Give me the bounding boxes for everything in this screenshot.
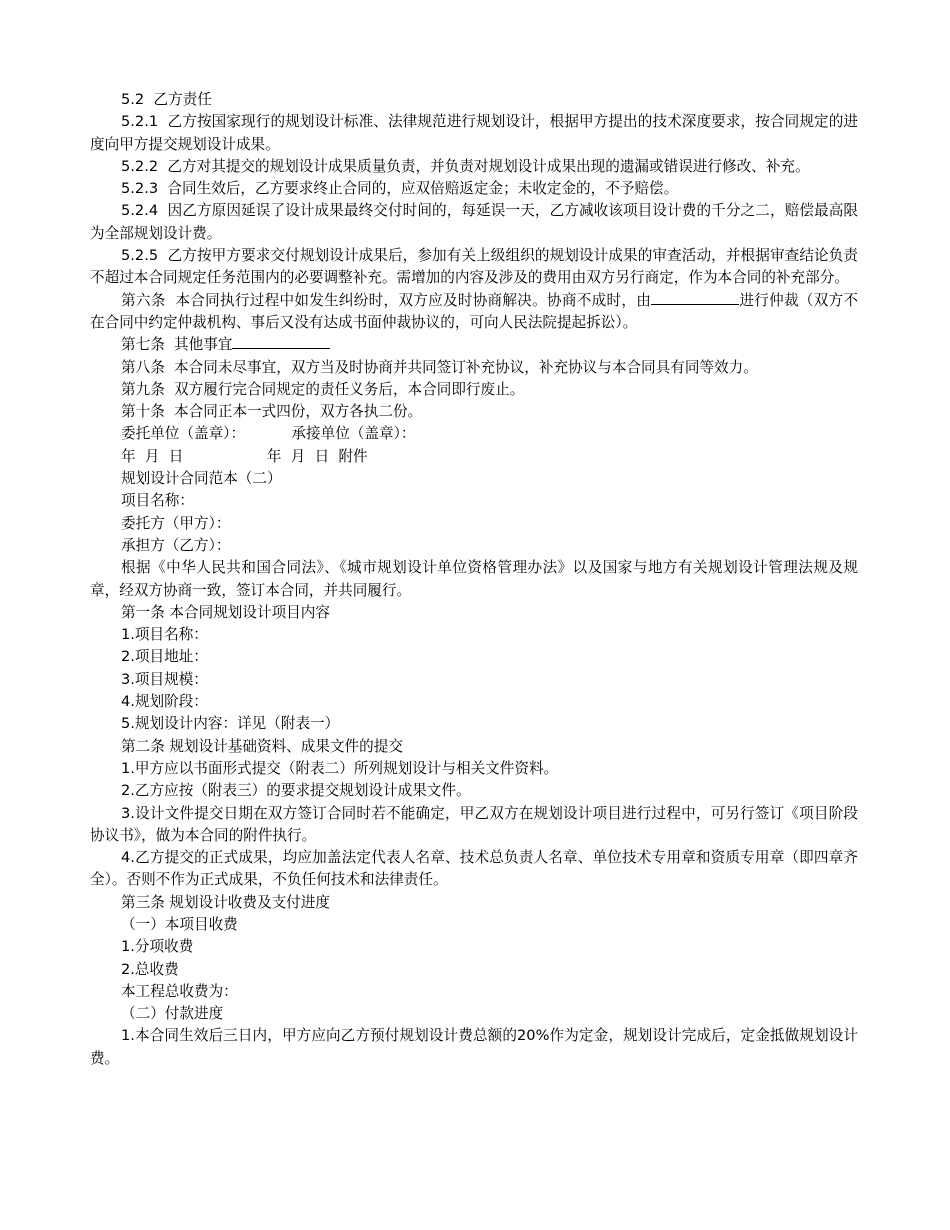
article-3-heading: 第三条 规划设计收费及支付进度 bbox=[121, 893, 330, 911]
preamble: 根据《中华人民共和国合同法》、《城市规划设计单位资格管理办法》以及国家与地方有关规划设计管理法规及规章，经双方协商一致，签订本合同，并共同履行。 bbox=[90, 559, 858, 599]
fee-section-1: （一）本项目收费 bbox=[121, 915, 238, 933]
clause-5-2-heading: 5.2 乙方责任 bbox=[121, 91, 212, 108]
total-fee-label: 本工程总收费为： bbox=[121, 982, 238, 1000]
item-planning-stage: 4.规划阶段： bbox=[121, 693, 208, 711]
article-7 bbox=[90, 334, 858, 356]
clause-5-2-2: 5.2.2 乙方对其提交的规划设计成果质量负责，并负责对规划设计成果出现的遗漏或错误进行修改、补充。 bbox=[121, 157, 810, 175]
article-6-text-before: 第六条 本合同执行过程中如发生纠纷时，双方应及时协商解决。协商不成时，由 bbox=[121, 291, 652, 309]
payment-item-1: 1.本合同生效后三日内，甲方应向乙方预付规划设计费总额的20%作为定金，规划设计完成后，定金抵做规划设计费。 bbox=[90, 1027, 858, 1067]
template-2-title: 规划设计合同范本（二） bbox=[121, 470, 282, 488]
article-2-item-4: 4.乙方提交的正式成果，均应加盖法定代表人名章、技术总负责人名章、单位技术专用章和资质专用章（即四章齐全）。否则不作为正式成果，不负任何技术和法律责任。 bbox=[90, 849, 858, 889]
clause-5-2-4: 5.2.4 因乙方原因延误了设计成果最终交付时间的，每延误一天，乙方减收该项目设计费的千分之二，赔偿最高限为全部规划设计费。 bbox=[90, 202, 858, 242]
other-matters-blank bbox=[232, 334, 330, 349]
article-2-item-1: 1.甲方应以书面形式提交（附表二）所列规划设计与相关文件资料。 bbox=[121, 759, 559, 777]
payment-section-2: （二）付款进度 bbox=[121, 1005, 224, 1023]
item-project-name: 1.项目名称： bbox=[121, 626, 208, 644]
signature-dates: 年 月 日 年 月 日 附件 bbox=[121, 447, 368, 465]
arbitration-blank bbox=[651, 290, 739, 305]
article-6 bbox=[90, 290, 858, 335]
signature-units: 委托单位（盖章）： 承接单位（盖章）： bbox=[121, 425, 416, 443]
item-project-scale: 3.项目规模： bbox=[121, 670, 208, 688]
fee-item-1: 1.分项收费 bbox=[121, 938, 194, 956]
clause-5-2-3: 5.2.3 合同生效后，乙方要求终止合同的，应双倍赔返定金；未收定金的，不予赔偿。 bbox=[121, 180, 679, 198]
party-b-label: 承担方（乙方）： bbox=[121, 536, 231, 554]
article-6-text-after: 进行仲裁（双方不在合同中约定仲裁机构、事后又没有达成书面仲裁协议的，可向人民法院提起拆讼）。 bbox=[90, 291, 858, 331]
item-project-address: 2.项目地址： bbox=[121, 648, 208, 666]
item-design-content: 5.规划设计内容：详见（附表一） bbox=[121, 715, 340, 733]
project-name-label: 项目名称： bbox=[121, 492, 194, 510]
article-7-text: 第七条 其他事宜 bbox=[121, 336, 233, 354]
article-9: 第九条 双方履行完合同规定的责任义务后，本合同即行废止。 bbox=[121, 380, 525, 398]
document-body bbox=[90, 89, 858, 1070]
clause-5-2-5: 5.2.5 乙方按甲方要求交付规划设计成果后，参加有关上级组织的规划设计成果的审查活动，并根据审查结论负责不超过本合同规定任务范围内的必要调整补充。需增加的内容及涉及的费用由双方另行商定，作为本合同的补充部分。 bbox=[90, 247, 858, 287]
clause-5-2-1: 5.2.1 乙方按国家现行的规划设计标准、法律规范进行规划设计，根据甲方提出的技术深度要求，按合同规定的进度向甲方提交规划设计成果。 bbox=[90, 113, 858, 153]
fee-item-2: 2.总收费 bbox=[121, 960, 179, 978]
article-2-heading: 第二条 规划设计基础资料、成果文件的提交 bbox=[121, 737, 403, 755]
article-8: 第八条 本合同未尽事宜，双方当及时协商并共同签订补充协议，补充协议与本合同具有同等效力。 bbox=[121, 358, 758, 376]
article-2-item-3: 3.设计文件提交日期在双方签订合同时若不能确定，甲乙双方在规划设计项目进行过程中，可另行签订《项目阶段协议书》，做为本合同的附件执行。 bbox=[90, 804, 858, 844]
party-a-label: 委托方（甲方）： bbox=[121, 514, 231, 532]
article-1-heading: 第一条 本合同规划设计项目内容 bbox=[121, 603, 330, 621]
article-2-item-2: 2.乙方应按（附表三）的要求提交规划设计成果文件。 bbox=[121, 782, 471, 800]
article-10: 第十条 本合同正本一式四份，双方各执二份。 bbox=[121, 403, 423, 421]
